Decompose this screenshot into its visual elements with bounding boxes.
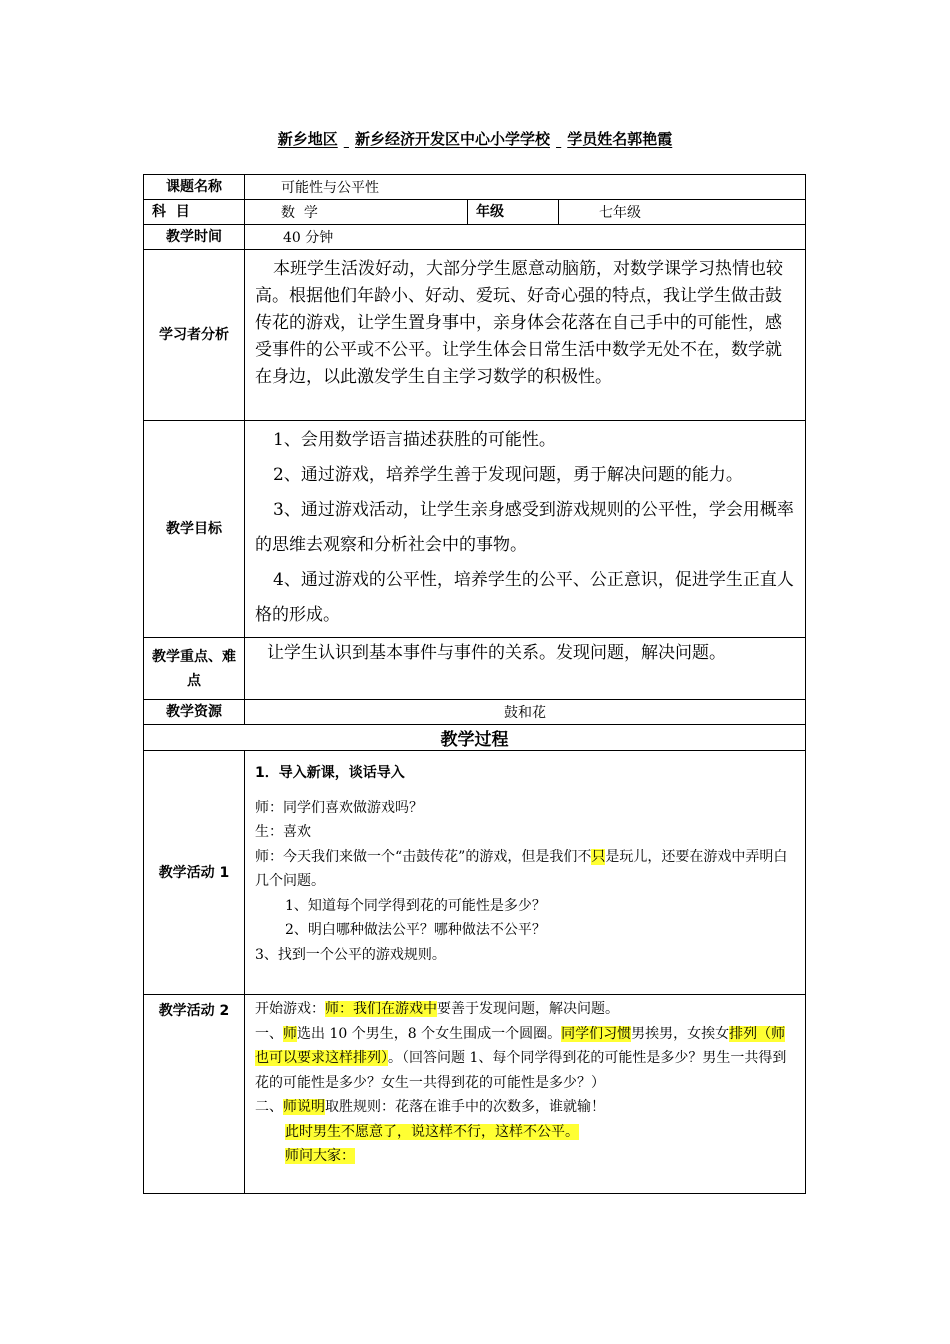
- learner-label: 学习者分析: [144, 250, 245, 421]
- goals-label: 教学目标: [144, 421, 245, 638]
- process-title: 教学过程: [144, 725, 806, 751]
- activity2-label: 教学活动 2: [144, 995, 245, 1194]
- text-segment: 要善于发现问题，解决问题。: [437, 1001, 619, 1017]
- topic-row: [144, 175, 806, 200]
- text-segment: 开始游戏：: [255, 1001, 325, 1017]
- activity2-content: [245, 995, 806, 1194]
- grade-label: 年级: [468, 200, 559, 225]
- activity1-question: 3、找到一个公平的游戏规则。: [255, 946, 446, 963]
- activity1-row: [144, 751, 806, 995]
- header-school: 新乡经济开发区中心小学学校: [354, 130, 550, 148]
- goal-item: 2、通过游戏，培养学生善于发现问题，勇于解决问题的能力。: [273, 465, 743, 485]
- learner-row: [144, 250, 806, 421]
- lesson-plan-table: [143, 174, 806, 1194]
- activity2-line: [255, 997, 799, 1022]
- subject-row: [144, 200, 806, 225]
- text-segment: 男挨男，女挨女: [631, 1025, 730, 1042]
- header-student: 学员姓名郭艳霞: [567, 130, 673, 148]
- highlighted-text: 师说明: [283, 1099, 325, 1115]
- learner-text: 本班学生活泼好动，大部分学生愿意动脑筋，对数学课学习热情也较高。根据他们年龄小、好动、爱玩、好奇心强的特点，我让学生做击鼓传花的游戏，让学生置身事中，亲身体会花落在自己手中的可能性，感受事件的公平或不公平。让学生体会日常生活中数学无处不在，数学就在身边，以此激发学生自主学习数学的积极性。: [245, 250, 806, 421]
- text-segment: 取胜规则：花落在谁手中的次数多，谁就输！: [325, 1099, 605, 1115]
- highlighted-text: 此时男生不愿意了，说这样不行，这样不公平。: [285, 1123, 579, 1140]
- time-value: 40 分钟: [245, 225, 806, 250]
- page-header: [0, 128, 950, 149]
- header-region: 新乡地区: [277, 130, 338, 148]
- key-points-row: [144, 638, 806, 700]
- text-segment: 。（回答问题 1、每个同学得到花的可能性是多少？男生一共得到花的可能性是多少？女生一共得到花的可能性是多少？）: [255, 1050, 787, 1091]
- goals-row: [144, 421, 806, 638]
- key-points-label: 教学重点、难点: [144, 638, 245, 700]
- activity1-label: 教学活动 1: [144, 751, 245, 995]
- grade-value: 七年级: [559, 200, 806, 225]
- goals-list: [245, 421, 806, 638]
- activity2-line: [255, 1095, 799, 1120]
- activity1-line: 师：同学们喜欢做游戏吗？: [255, 799, 423, 816]
- highlighted-text: 师：我们在游戏中: [325, 1001, 437, 1017]
- text-segment: 二、: [255, 1099, 283, 1115]
- highlighted-text: 只: [591, 848, 606, 865]
- highlighted-text: 师: [283, 1025, 297, 1042]
- highlighted-text: 同学们习惯: [561, 1025, 632, 1042]
- resources-text: 鼓和花: [245, 700, 806, 725]
- activity1-question: 1、知道每个同学得到花的可能性是多少？: [285, 897, 546, 914]
- goal-item: 4、通过游戏的公平性，培养学生的公平、公正意识，促进学生正直人格的形成。: [255, 570, 794, 625]
- goal-item: 1、会用数学语言描述获胜的可能性。: [273, 430, 556, 450]
- activity1-question: 2、明白哪种做法公平？哪种做法不公平？: [285, 922, 546, 938]
- resources-row: [144, 700, 806, 725]
- activity1-line: [255, 845, 799, 894]
- text-segment: 一、: [255, 1025, 283, 1042]
- time-label: 教学时间: [144, 225, 245, 250]
- text-segment: 选出 10 个男生，8 个女生围成一个圆圈。: [297, 1025, 562, 1042]
- activity2-row: [144, 995, 806, 1194]
- activity1-content: [245, 751, 806, 995]
- time-row: [144, 225, 806, 250]
- activity2-line: [255, 1144, 799, 1169]
- subject-value: 数 学: [245, 200, 468, 225]
- activity1-line: 生：喜欢: [255, 824, 311, 840]
- topic-label: 课题名称: [144, 175, 245, 200]
- key-points-text: 让学生认识到基本事件与事件的关系。发现问题，解决问题。: [245, 638, 806, 700]
- highlighted-text: 排列（师也可以要求这样排列）: [255, 1025, 786, 1066]
- highlighted-text: 师问大家：: [285, 1148, 355, 1164]
- process-title-row: [144, 725, 806, 751]
- goal-item: 3、通过游戏活动，让学生亲身感受到游戏规则的公平性，学会用概率的思维去观察和分析社会中的事物。: [255, 500, 794, 555]
- activity2-line: [255, 1022, 799, 1096]
- text-segment: 师：今天我们来做一个“击鼓传花”的游戏，但是我们不: [255, 848, 592, 865]
- resources-label: 教学资源: [144, 700, 245, 725]
- subject-label: 科 目: [144, 200, 245, 225]
- activity1-heading: 1．导入新课，谈话导入: [255, 765, 405, 781]
- activity2-line: [255, 1120, 799, 1145]
- text-segment: 是玩儿，还要在游戏中弄明白几个问题。: [255, 848, 788, 889]
- topic-value: 可能性与公平性: [245, 175, 806, 200]
